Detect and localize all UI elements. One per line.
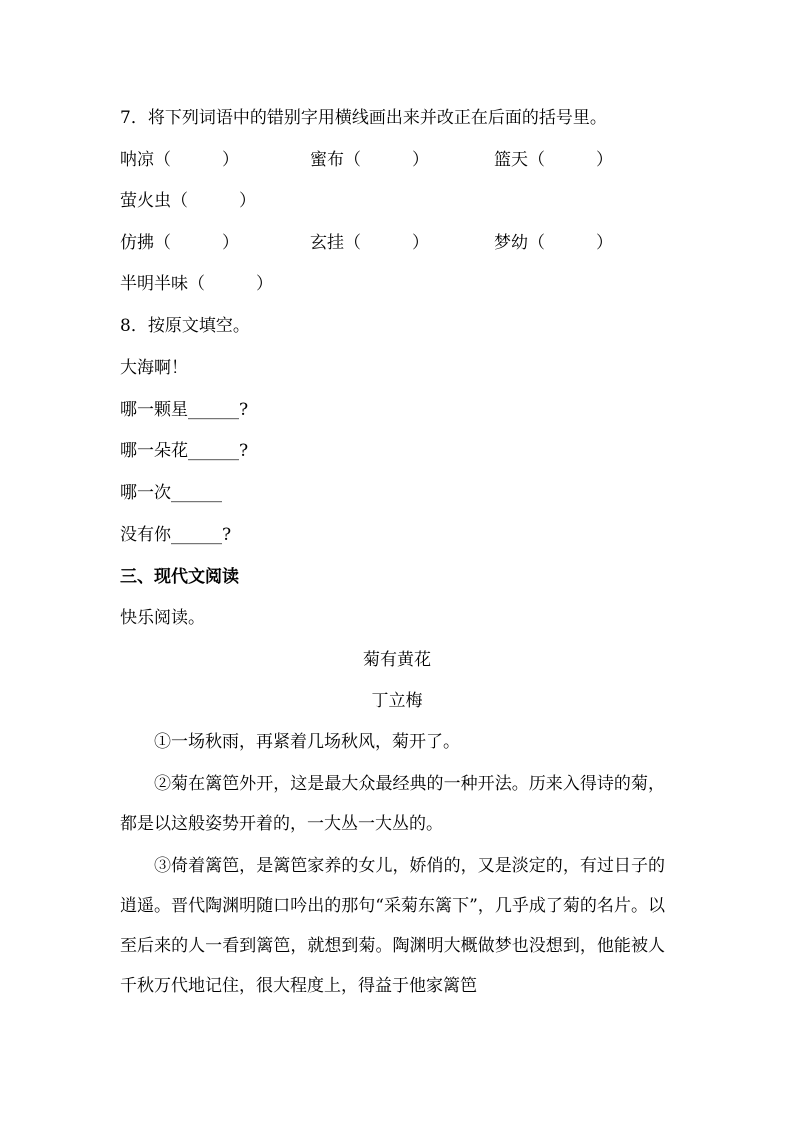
- article-paragraph-1: ①一场秋雨，再紧着几场秋风，菊开了。: [154, 732, 460, 752]
- poem-line: 哪一次______: [120, 483, 222, 503]
- question-8-title: 8．按原文填空。: [120, 316, 250, 336]
- question-7-title: 7．将下列词语中的错别字用横线画出来并改正在后面的括号里。: [120, 108, 607, 128]
- article-title: 菊有黄花: [363, 650, 431, 670]
- word-item: 呐凉（ ）: [120, 150, 239, 170]
- article-paragraph-3: ③倚着篱笆，是篱笆家养的女儿，娇俏的，又是淡定的，有过日子的逍遥。晋代陶渊明随口吟出的那句“采菊东篱下”，几乎成了菊的名片。以至后来的人一看到篱笆，就想到菊。陶渊明大概做梦也没想到，他能被人千秋万代地记住，很大程度上，得益于他家篱笆: [120, 856, 665, 996]
- poem-line: 哪一朵花______?: [120, 441, 249, 461]
- word-item: 梦幼（ ）: [494, 233, 613, 253]
- word-item: 半明半味（ ）: [120, 274, 273, 294]
- poem-line: 大海啊！: [120, 358, 188, 378]
- word-item: 蜜布（ ）: [310, 150, 429, 170]
- section-heading: 三、现代文阅读: [120, 567, 239, 587]
- word-item: 萤火虫（ ）: [120, 191, 256, 211]
- poem-line: 没有你______?: [120, 525, 232, 545]
- section-intro: 快乐阅读。: [120, 608, 205, 628]
- article-author: 丁立梅: [371, 691, 423, 711]
- word-item: 篮天（ ）: [494, 150, 613, 170]
- word-item: 玄挂（ ）: [310, 233, 429, 253]
- poem-line: 哪一颗星______?: [120, 400, 249, 420]
- article-paragraph-2: ②菊在篱笆外开，这是最大众最经典的一种开法。历来入得诗的菊，都是以这般姿势开着的，一大丛一大丛的。: [120, 774, 665, 834]
- word-item: 仿拂（ ）: [120, 233, 239, 253]
